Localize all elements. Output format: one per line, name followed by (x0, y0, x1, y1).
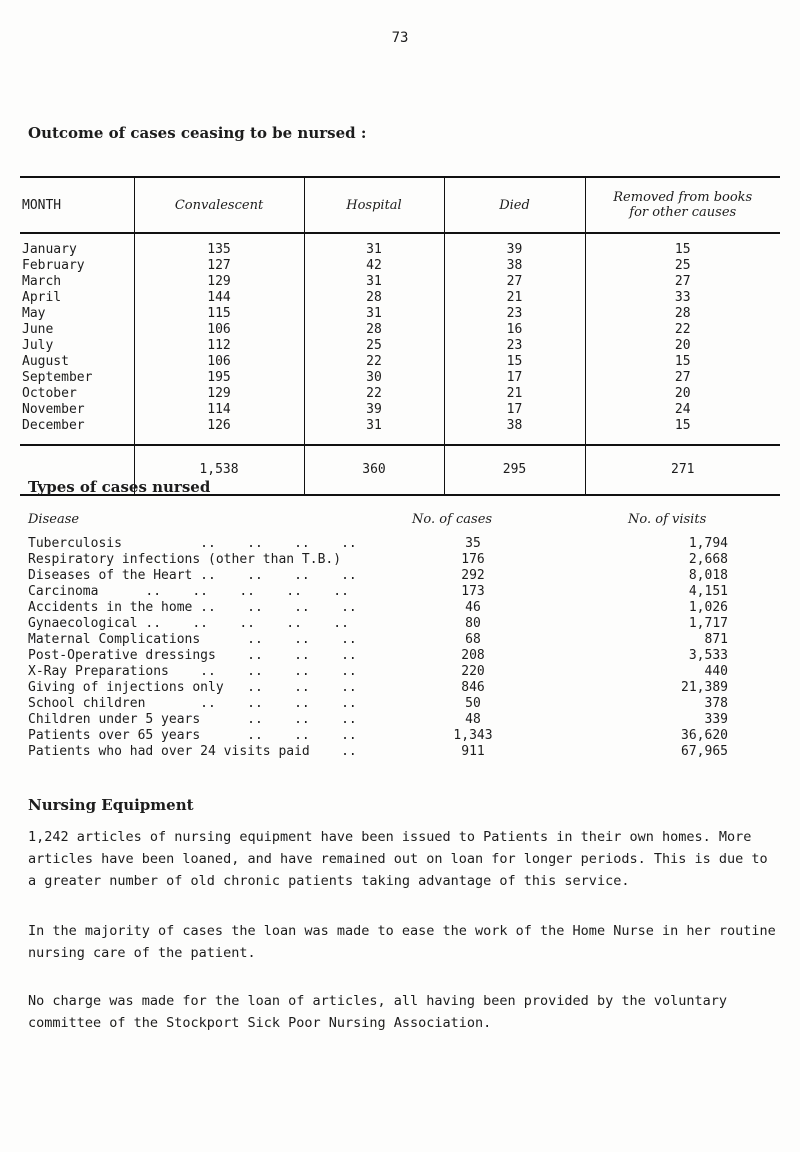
equipment-paragraph-2: In the majority of cases the loan was made to ease the work of the Home Nurse in her routine nursing care of the patient. (28, 923, 776, 961)
outcome-cell-month: September (22, 370, 93, 385)
types-cell-cases: 292 (461, 568, 485, 583)
outcome-cell-removed: 20 (585, 386, 780, 402)
outcome-row (20, 290, 780, 306)
types-row (28, 680, 728, 696)
outcome-cell-removed: 25 (585, 258, 780, 274)
types-cell-visits: 1,717 (688, 616, 728, 631)
types-row (28, 568, 728, 584)
types-cell-disease: Diseases of the Heart .. .. .. .. (28, 568, 357, 583)
outcome-cell-died: 38 (444, 418, 585, 445)
header-died: Died (444, 177, 585, 233)
outcome-cell-convalescent: 106 (134, 354, 304, 370)
outcome-cell-hospital: 31 (304, 306, 444, 322)
outcome-cell-month: October (22, 386, 77, 401)
types-cell-visits: 1,794 (688, 536, 728, 551)
outcome-cell-hospital: 31 (304, 233, 444, 258)
types-row (28, 584, 728, 600)
types-cell-cases: 911 (461, 744, 485, 759)
types-cell-cases: 846 (461, 680, 485, 695)
types-cell-disease: X-Ray Preparations .. .. .. .. (28, 664, 357, 679)
types-cell-cases: 176 (461, 552, 485, 567)
outcome-cell-removed: 20 (585, 338, 780, 354)
outcome-cell-died: 21 (444, 290, 585, 306)
types-cell-disease: Patients over 65 years .. .. .. (28, 728, 357, 743)
equipment-paragraph-1: 1,242 articles of nursing equipment have been issued to Patients in their own homes. More articles have been loaned, and have remained out on loan for longer periods. This is due to a greater number of old chronic patients taking advantage of this service. (28, 829, 768, 889)
outcome-cell-hospital: 39 (304, 402, 444, 418)
outcome-cell-month: June (22, 322, 54, 337)
outcome-cell-month: March (22, 274, 62, 289)
outcome-cell-month: May (22, 306, 46, 321)
outcome-cell-month: April (22, 290, 62, 305)
outcome-cell-convalescent: 106 (134, 322, 304, 338)
outcome-cell-hospital: 22 (304, 386, 444, 402)
outcome-row (20, 386, 780, 402)
types-cell-disease: Giving of injections only .. .. .. (28, 680, 357, 695)
types-cell-visits: 67,965 (681, 744, 728, 759)
header-convalescent: Convalescent (134, 177, 304, 233)
types-cell-cases: 220 (461, 664, 485, 679)
outcome-cell-month: February (22, 258, 85, 273)
outcome-cell-died: 15 (444, 354, 585, 370)
header-removed (585, 177, 780, 233)
types-header-cases: No. of cases (412, 512, 493, 527)
types-cell-cases: 35 (465, 536, 481, 551)
types-cell-disease: Respiratory infections (other than T.B.) (28, 552, 342, 567)
outcome-row (20, 402, 780, 418)
types-cell-visits: 3,533 (688, 648, 728, 663)
page-number: 73 (391, 30, 409, 46)
outcome-row (20, 274, 780, 290)
outcome-cell-convalescent: 144 (134, 290, 304, 306)
outcome-cell-convalescent: 135 (134, 233, 304, 258)
outcome-cell-removed: 27 (585, 370, 780, 386)
types-section-title: Types of cases nursed (28, 478, 211, 496)
outcome-row (20, 258, 780, 274)
types-cell-visits: 2,668 (688, 552, 728, 567)
types-row (28, 744, 728, 760)
outcome-cell-removed: 28 (585, 306, 780, 322)
types-cell-cases: 48 (465, 712, 481, 727)
header-hospital: Hospital (304, 177, 444, 233)
types-cell-disease: Post-Operative dressings .. .. .. (28, 648, 357, 663)
types-cell-disease: Patients who had over 24 visits paid .. (28, 744, 357, 759)
types-cell-cases: 1,343 (453, 728, 493, 743)
outcome-cell-died: 21 (444, 386, 585, 402)
header-month: MONTH (20, 177, 134, 233)
types-cell-visits: 871 (704, 632, 728, 647)
types-row (28, 712, 728, 728)
types-cell-visits: 378 (704, 696, 728, 711)
types-header-disease: Disease (28, 512, 80, 527)
outcome-cell-removed: 15 (585, 354, 780, 370)
header-removed-line2: for other causes (629, 205, 737, 220)
outcome-row (20, 418, 780, 445)
outcome-cell-died: 38 (444, 258, 585, 274)
types-cell-disease: Tuberculosis .. .. .. .. (28, 536, 357, 551)
equipment-paragraph-3: No charge was made for the loan of articles, all having been provided by the voluntary committee of the Stockport Sick Poor Nursing Association. (28, 993, 727, 1031)
types-cell-cases: 208 (461, 648, 485, 663)
types-cell-cases: 68 (465, 632, 481, 647)
outcome-row (20, 306, 780, 322)
outcome-cell-removed: 15 (585, 233, 780, 258)
outcome-header-row (20, 177, 780, 233)
outcome-cell-died: 27 (444, 274, 585, 290)
total-died: 295 (444, 445, 585, 495)
outcome-cell-month: December (22, 418, 85, 433)
types-cell-disease: Maternal Complications .. .. .. (28, 632, 357, 647)
types-cell-visits: 440 (704, 664, 728, 679)
outcome-cell-hospital: 25 (304, 338, 444, 354)
types-header-visits: No. of visits (628, 512, 707, 527)
outcome-section-title: Outcome of cases ceasing to be nursed : (28, 124, 367, 142)
outcome-cell-removed: 22 (585, 322, 780, 338)
types-cell-visits: 4,151 (688, 584, 728, 599)
outcome-cell-removed: 27 (585, 274, 780, 290)
outcome-cell-died: 17 (444, 402, 585, 418)
outcome-cell-convalescent: 115 (134, 306, 304, 322)
types-cell-disease: Accidents in the home .. .. .. .. (28, 600, 357, 615)
outcome-cell-hospital: 22 (304, 354, 444, 370)
types-cell-visits: 8,018 (688, 568, 728, 583)
outcome-cell-convalescent: 112 (134, 338, 304, 354)
types-cell-visits: 36,620 (681, 728, 728, 743)
types-row (28, 728, 728, 744)
outcome-cell-month: January (22, 242, 77, 257)
types-row (28, 552, 728, 568)
outcome-cell-month: November (22, 402, 85, 417)
outcome-cell-convalescent: 114 (134, 402, 304, 418)
types-cell-disease: School children .. .. .. .. (28, 696, 357, 711)
outcome-cell-hospital: 31 (304, 274, 444, 290)
outcome-cell-convalescent: 126 (134, 418, 304, 445)
types-cell-disease: Gynaecological .. .. .. .. .. (28, 616, 349, 631)
outcome-cell-month: July (22, 338, 54, 353)
outcome-cell-hospital: 31 (304, 418, 444, 445)
outcome-cell-died: 23 (444, 306, 585, 322)
types-cell-visits: 1,026 (688, 600, 728, 615)
types-cell-cases: 46 (465, 600, 481, 615)
outcome-table (20, 176, 780, 496)
types-row (28, 616, 728, 632)
outcome-cell-month: August (22, 354, 69, 369)
outcome-row (20, 370, 780, 386)
outcome-cell-hospital: 42 (304, 258, 444, 274)
outcome-cell-hospital: 30 (304, 370, 444, 386)
outcome-row (20, 354, 780, 370)
outcome-cell-convalescent: 195 (134, 370, 304, 386)
types-row (28, 696, 728, 712)
types-row (28, 648, 728, 664)
types-row (28, 600, 728, 616)
outcome-cell-convalescent: 129 (134, 274, 304, 290)
outcome-cell-convalescent: 129 (134, 386, 304, 402)
types-cell-cases: 50 (465, 696, 481, 711)
types-cell-disease: Children under 5 years .. .. .. (28, 712, 357, 727)
outcome-cell-hospital: 28 (304, 322, 444, 338)
outcome-row (20, 338, 780, 354)
outcome-row (20, 322, 780, 338)
outcome-cell-hospital: 28 (304, 290, 444, 306)
types-cell-visits: 21,389 (681, 680, 728, 695)
types-cell-cases: 80 (465, 616, 481, 631)
types-cell-visits: 339 (704, 712, 728, 727)
outcome-row (20, 233, 780, 258)
total-hospital: 360 (304, 445, 444, 495)
outcome-cell-died: 39 (444, 233, 585, 258)
outcome-cell-removed: 33 (585, 290, 780, 306)
total-convalescent: 1,538 (134, 445, 304, 495)
types-row (28, 632, 728, 648)
outcome-cell-removed: 15 (585, 418, 780, 445)
types-row (28, 536, 728, 552)
types-row (28, 664, 728, 680)
outcome-cell-removed: 24 (585, 402, 780, 418)
total-removed: 271 (585, 445, 780, 495)
outcome-cell-died: 17 (444, 370, 585, 386)
types-cell-disease: Carcinoma .. .. .. .. .. (28, 584, 349, 599)
outcome-cell-died: 23 (444, 338, 585, 354)
header-removed-line1: Removed from books (613, 190, 753, 205)
types-cell-cases: 173 (461, 584, 485, 599)
outcome-cell-died: 16 (444, 322, 585, 338)
outcome-cell-convalescent: 127 (134, 258, 304, 274)
equipment-section-title: Nursing Equipment (28, 796, 194, 814)
